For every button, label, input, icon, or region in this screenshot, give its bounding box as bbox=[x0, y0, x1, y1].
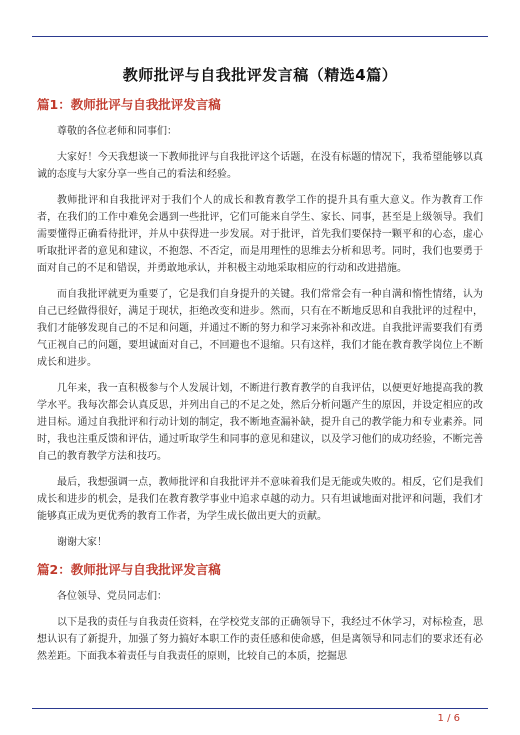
section-2 bbox=[37, 560, 483, 665]
document-title: 教师批评与自我批评发言稿（精选4篇） bbox=[122, 66, 398, 84]
document-body bbox=[37, 64, 483, 674]
page-indicator: 1 / 6 bbox=[437, 713, 460, 724]
paragraph: 教师批评和自我批评对于我们个人的成长和教育教学工作的提升具有重大意义。作为教育工作者，在我们的工作中难免会遇到一些批评，它们可能来自学生、家长、同事，甚至是上级领导。我们需要懂得正确看待批评，并从中获得进一步发展。对于批评，首先我们要保持一颗平和的心态，虚心听取批评者的意见和建议，不抱怨、不否定，而是用理性的思维去分析和思考。同时，我们也要勇于面对自己的不足和错误，并勇敢地承认，并积极主动地采取相应的行动和改进措施。 bbox=[37, 195, 483, 274]
paragraph: 最后，我想强调一点，教师批评和自我批评并不意味着我们是无能或失败的。相反，它们是我们成长和进步的机会，是我们在教育教学事业中追求卓越的动力。只有坦诚地面对批评和问题，我们才能够真正成为更优秀的教育工作者，为学生成长做出更大的贡献。 bbox=[37, 477, 483, 522]
paragraph: 大家好！今天我想谈一下教师批评与自我批评这个话题，在没有标题的情况下，我希望能够以真诚的态度与大家分享一些自己的看法和经验。 bbox=[37, 152, 483, 180]
paragraph: 以下是我的责任与自我责任资料，在学校党支部的正确领导下，我经过不休学习，对标检查，思想认识有了新提升，加强了努力搞好本职工作的责任感和使命感，但是离领导和同志们的要求还有必然差距。下面我本着责任与自我责任的原则，比较自己的本质，挖掘思 bbox=[37, 617, 483, 662]
paragraph-closing: 谢谢大家！ bbox=[57, 537, 107, 548]
paragraph-salutation: 尊敬的各位老师和同事们： bbox=[57, 126, 177, 137]
footer-rule bbox=[32, 708, 488, 709]
paragraph: 而自我批评就更为重要了，它是我们自身提升的关键。我们常常会有一种自满和惰性情绪，认为自己已经做得很好，满足于现状，拒绝改变和进步。然而，只有在不断地反思和自我批评的过程中，我们才能够发现自己的不足和问题，并通过不断的努力和学习来弥补和改进。自我批评需要我们有勇气正视自己的问题，要坦诚面对自己，不回避也不退缩。只有这样，我们才能在教育教学岗位上不断成长和进步。 bbox=[37, 289, 483, 368]
section-1 bbox=[37, 95, 483, 551]
paragraph-salutation: 各位领导、党员同志们： bbox=[57, 591, 167, 602]
section-heading: 篇2：教师批评与自我批评发言稿 bbox=[37, 562, 221, 577]
section-heading: 篇1：教师批评与自我批评发言稿 bbox=[37, 97, 221, 112]
header-rule bbox=[32, 36, 488, 37]
paragraph: 几年来，我一直积极参与个人发展计划，不断进行教育教学的自我评估，以便更好地提高我的教学水平。我每次都会认真反思，并列出自己的不足之处，然后分析问题产生的原因，并设定相应的改进目标。通过自我批评和行动计划的制定，我不断地查漏补缺，提升自己的教学能力和专业素养。同时，我也注重反馈和评估，通过听取学生和同事的意见和建议，以及学习他们的成功经验，不断完善自己的教育教学方法和技巧。 bbox=[37, 383, 483, 462]
